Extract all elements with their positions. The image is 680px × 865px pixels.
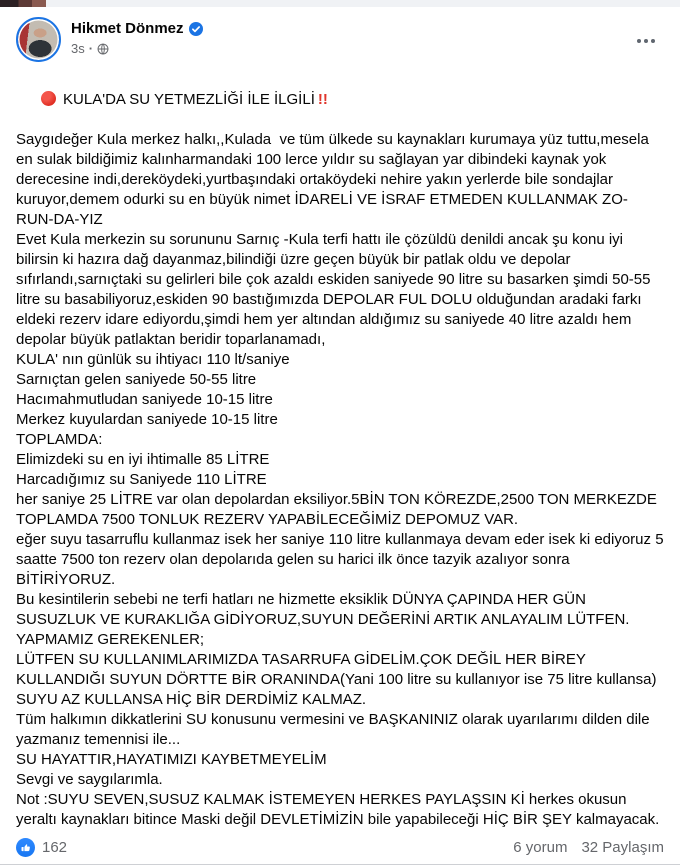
post-card [0, 7, 680, 865]
post-paragraph: Evet Kula merkezin su sorununu Sarnıç -Kula terfi hattı ile çözüldü denildi ancak şu konu iyi bilirsin ki hazıra dağ dayanmaz,bilindiği üzre geçen büyük bir patlak oldu ve depolar sıfırlandı,sarnıçtaki su gelirleri bile çok azaldı eskiden saniyede 90 litre su basarken şimdi 50-55 litre su basabiliyoruz,eskiden 90 bastığımızda DEPOLAR FUL DOLU olduğundan aradaki farkı eldeki rezerv idare ediyordu,şimdi hem yer altından aldığımız su saniyede 40 litre azaldı hem depolar büyük patlaktan beridir toparlanamadı, [16, 231, 655, 348]
post-paragraph: SU HAYATTIR,HAYATIMIZI KAYBETMEYELİM [16, 751, 327, 768]
post-paragraph: Not :SUYU SEVEN,SUSUZ KALMAK İSTEMEYEN HERKES PAYLAŞSIN Kİ herkes okusun yeraltı kaynakları bitince Maski değil DEVLETİMİZİN bile yapabileceği HİÇ BİR ŞEY kalmayacak. [16, 791, 660, 828]
post-paragraph: YAPMAMIZ GEREKENLER; [16, 631, 205, 648]
ellipsis-icon [637, 39, 655, 43]
post-stats-bar [0, 830, 680, 864]
post-paragraph: KULA' nın günlük su ihtiyacı 110 lt/saniye [16, 351, 290, 368]
header-info [71, 17, 628, 56]
meta-separator: · [88, 41, 94, 56]
avatar[interactable] [16, 17, 61, 62]
post-paragraph: eğer suyu tasarruflu kullanmaz isek her saniye 110 litre kullanmaya devam eder isek ki ediyoruz 5 saatte 7500 ton rezerv olan depolarıda gelen su harici ilk önce tazyik azalıyor sonra BİTİRİYORUZ. [16, 531, 668, 588]
post-menu-button[interactable] [628, 23, 664, 59]
author-name[interactable]: Hikmet Dönmez [71, 20, 184, 37]
timestamp[interactable]: 3s [71, 41, 85, 56]
double-exclamation-icon: !! [317, 91, 328, 108]
post-paragraph: Elimizdeki su en iyi ihtimalle 85 LİTRE [16, 451, 270, 468]
verified-badge-icon [189, 22, 203, 36]
post-paragraph: TOPLAMDA: [16, 431, 103, 448]
post-paragraph: Tüm halkımın dikkatlerini SU konusunu vermesini ve BAŞKANINIZ olarak uyarılarımı dilden dile yazmanız temennisi ile... [16, 711, 654, 748]
post-header [0, 7, 680, 68]
reactions-summary[interactable] [16, 838, 67, 857]
post-paragraph: Harcadığımız su Saniyede 110 LİTRE [16, 471, 267, 488]
comments-count[interactable]: 6 yorum [513, 839, 568, 856]
post-body [0, 68, 680, 830]
globe-icon [97, 43, 109, 55]
post-paragraph: Sevgi ve saygılarımla. [16, 771, 163, 788]
post-paragraph: Saygıdeğer Kula merkez halkı,,Kulada ve tüm ülkede su kaynakları kurumaya yüz tuttu,mesela en sulak bildiğimiz kalınharmandaki 100 lerce yıldır su sağlayan yar dibindeki kaynak yok derecesine indi,dereköydeki,yurtbaşındaki ortaköydeki nehire yakın yerlerde bile sondajlar kuruyor,demem odurki su en büyük nimet İDARELİ VE İSRAF ETMEDEN KULLANMAK ZO-RUN-DA-YIZ [16, 131, 653, 228]
page-top-strip [0, 0, 680, 7]
post-paragraph: her saniye 25 LİTRE var olan depolardan eksiliyor.5BİN TON KÖREZDE,2500 TON MERKEZDE TOPLAMDA 7500 TONLUK REZERV YAPABİLECEĞİMİZ DEPOMUZ VAR. [16, 491, 661, 528]
red-circle-icon [41, 91, 56, 106]
post-paragraph: LÜTFEN SU KULLANIMLARIMIZDA TASARRUFA GİDELİM.ÇOK DEĞİL HER BİREY KULLANDIĞI SUYUN DÖRTTE BİR ORANINDA(Yani 100 litre su kullanıyor ise 75 litre kullansa) SUYU AZ KULLANSA HİÇ BİR DERDİMİZ KALMAZ. [16, 651, 661, 708]
post-paragraph: Hacımahmutludan saniyede 10-15 litre [16, 391, 273, 408]
previous-post-photo-fragment [0, 0, 46, 7]
shares-count[interactable]: 32 Paylaşım [581, 839, 664, 856]
thumbs-up-icon [16, 838, 35, 857]
post-title [16, 70, 664, 130]
post-title-text: KULA'DA SU YETMEZLİĞİ İLE İLGİLİ [63, 91, 315, 108]
post-paragraph: Sarnıçtan gelen saniyede 50-55 litre [16, 371, 257, 388]
reaction-count: 162 [42, 839, 68, 856]
post-paragraph: Bu kesintilerin sebebi ne terfi hatları ne hizmette eksiklik DÜNYA ÇAPINDA HER GÜN SUSUZLUK VE KURAKLIĞA GİDİYORUZ,SUYUN DEĞERİNİ ARTIK ANLAYALIM LÜTFEN. [16, 591, 630, 628]
post-paragraph: Merkez kuyulardan saniyede 10-15 litre [16, 411, 278, 428]
